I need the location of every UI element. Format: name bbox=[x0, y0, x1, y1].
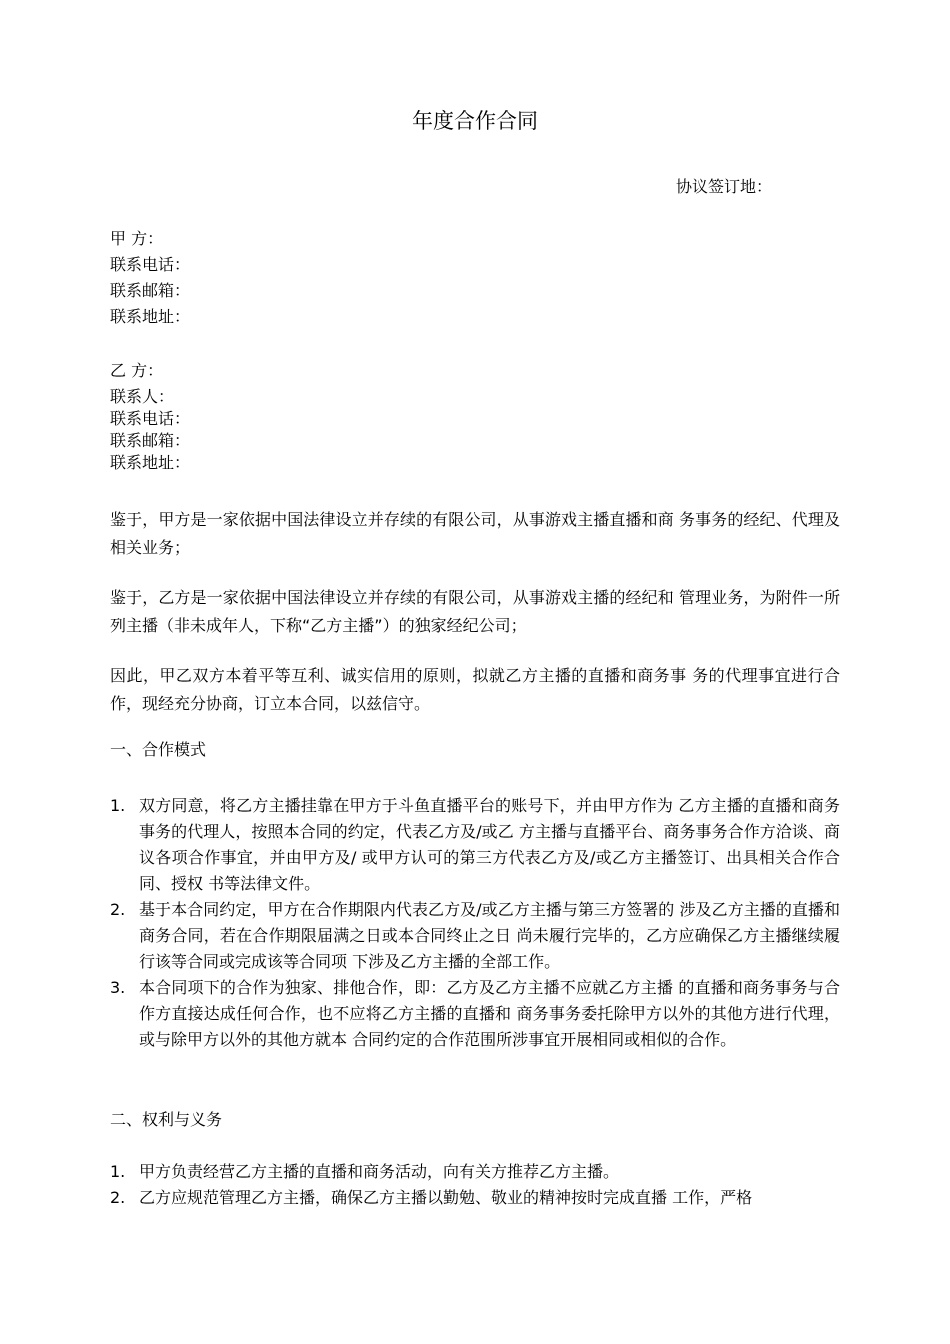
list-item-text: 双方同意，将乙方主播挂靠在甲方于斗鱼直播平台的账号下，并由甲方作为 乙方主播的直播和商务事务的代理人，按照本合同的约定，代表乙方及/或乙 方主播与直播平台、商务事务合作方洽谈、商议各项合作事宜，并由甲方及/ 或甲方认可的第三方代表乙方及/或乙方主播签订、出具相关合作合同、授权 书等法律文件。 bbox=[139, 796, 840, 893]
list-item-number: 2. bbox=[110, 1188, 126, 1207]
cooperation-mode-list bbox=[110, 793, 840, 1053]
list-item-text: 基于本合同约定，甲方在合作期限内代表乙方及/或乙方主播与第三方签署的 涉及乙方主播的直播和商务合同，若在合作期限届满之日或本合同终止之日 尚未履行完毕的，乙方应确保乙方主播继续履行该等合同或完成该等合同项 下涉及乙方主播的全部工作。 bbox=[139, 900, 840, 971]
party-b-name-label: 乙 方： bbox=[110, 361, 164, 380]
party-a-phone-label: 联系电话： bbox=[110, 255, 191, 274]
signing-place-label: 协议签订地： bbox=[676, 177, 773, 196]
party-a-address-label: 联系地址： bbox=[110, 307, 191, 326]
list-item-number: 1. bbox=[110, 1162, 126, 1181]
party-a-info bbox=[110, 226, 840, 330]
list-item-text: 乙方应规范管理乙方主播，确保乙方主播以勤勉、敬业的精神按时完成直播 工作，严格 bbox=[139, 1188, 753, 1207]
party-b-phone-label: 联系电话： bbox=[110, 409, 191, 428]
list-item bbox=[110, 1185, 840, 1211]
list-item-number: 1. bbox=[110, 796, 126, 815]
list-item-number: 3. bbox=[110, 978, 126, 997]
list-item bbox=[110, 975, 840, 1053]
party-b-email-label: 联系邮箱： bbox=[110, 431, 191, 450]
party-a-name-label: 甲 方： bbox=[110, 229, 164, 248]
list-item bbox=[110, 793, 840, 897]
section-heading-rights-obligations: 二、权利与义务 bbox=[110, 1110, 223, 1129]
list-item bbox=[110, 897, 840, 975]
party-b-address-label: 联系地址： bbox=[110, 453, 191, 472]
party-b-info bbox=[110, 358, 840, 474]
document-title: 年度合作合同 bbox=[412, 109, 538, 133]
party-b-contact-label: 联系人： bbox=[110, 387, 175, 406]
rights-obligations-list bbox=[110, 1159, 840, 1211]
recital-paragraph: 鉴于，甲方是一家依据中国法律设立并存续的有限公司，从事游戏主播直播和商 务事务的经纪、代理及相关业务； bbox=[110, 510, 840, 557]
list-item-text: 本合同项下的合作为独家、排他合作，即：乙方及乙方主播不应就乙方主播 的直播和商务事务与合作方直接达成任何合作，也不应将乙方主播的直播和 商务事务委托除甲方以外的其他方进行代理，或与除甲方以外的其他方就本 合同约定的合作范围所涉事宜开展相同或相似的合作。 bbox=[139, 978, 840, 1049]
recital-paragraph: 因此，甲乙双方本着平等互利、诚实信用的原则，拟就乙方主播的直播和商务事 务的代理事宜进行合作，现经充分协商，订立本合同，以兹信守。 bbox=[110, 666, 840, 713]
list-item-number: 2. bbox=[110, 900, 126, 919]
section-heading-cooperation-mode: 一、合作模式 bbox=[110, 740, 207, 759]
list-item bbox=[110, 1159, 840, 1185]
recital-paragraph: 鉴于，乙方是一家依据中国法律设立并存续的有限公司，从事游戏主播的经纪和 管理业务，为附件一所列主播（非未成年人，下称“乙方主播”）的独家经纪公司； bbox=[110, 588, 840, 635]
party-a-email-label: 联系邮箱： bbox=[110, 281, 191, 300]
list-item-text: 甲方负责经营乙方主播的直播和商务活动，向有关方推荐乙方主播。 bbox=[139, 1162, 620, 1181]
